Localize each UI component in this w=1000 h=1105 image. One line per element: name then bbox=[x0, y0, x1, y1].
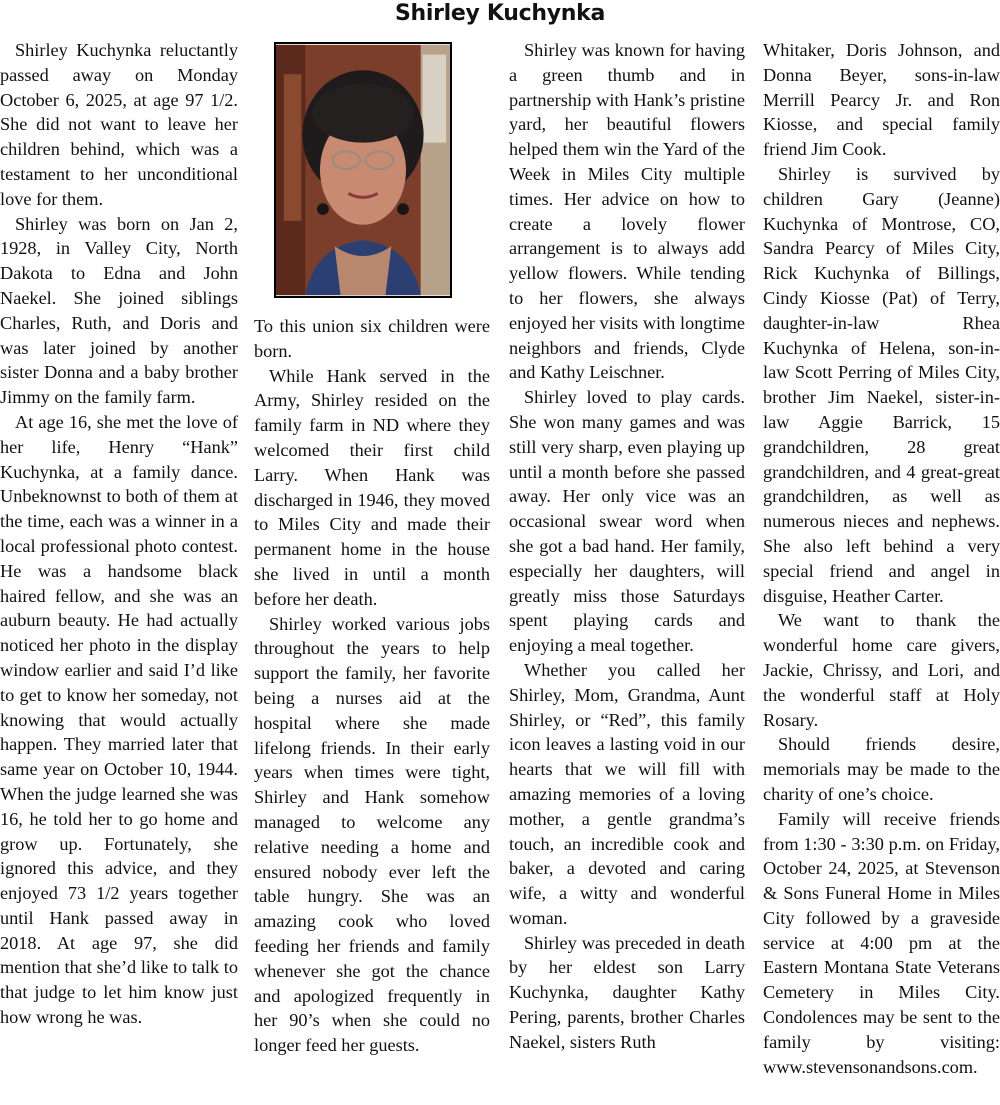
paragraph: Family will receive friends from 1:30 - 3:30 p.m. on Friday, October 24, 2025, at Stevenson & Sons Funeral Home in Miles City followed by a graveside service at 4:00 pm at the Eastern Montana State Veterans Cemetery in Miles City. Condolences may be sent to the family by visiting: www.stevensonandsons.com. bbox=[763, 808, 1000, 1077]
obituary-title: Shirley Kuchynka bbox=[394, 1, 606, 26]
text-column-4 bbox=[763, 38, 1000, 1079]
portrait-photo bbox=[274, 42, 452, 298]
paragraph: Whether you called her Shirley, Mom, Grandma, Aunt Shirley, or “Red”, this family icon leaves a lasting void in our hearts that we will fill with amazing memories of a loving mother, a gentle grandma’s touch, an incredible cook and baker, a devoted and caring wife, a witty and wonderful woman. bbox=[509, 659, 745, 928]
paragraph: While Hank served in the Army, Shirley resided on the family farm in ND where they welcomed their first child Larry. When Hank was discharged in 1946, they moved to Miles City and made their permanent home in the house she lived in until a month before her death. bbox=[254, 365, 490, 609]
paragraph: Whitaker, Doris Johnson, and Donna Beyer, sons-in-law Merrill Pearcy Jr. and Ron Kiosse, and special family friend Jim Cook. bbox=[763, 40, 1000, 160]
text-column-1 bbox=[0, 38, 238, 1030]
paragraph: Should friends desire, memorials may be made to the charity of one’s choice. bbox=[763, 734, 1000, 804]
paragraph: Shirley worked various jobs throughout the years to help support the family, her favorite being a nurses aid at the hospital where she made lifelong friends. In their early years when times were tight, Shirley and Hank somehow managed to welcome any relative needing a home and ensured nobody ever left the table hungry. She was an amazing cook who loved feeding her friends and family whenever she got the chance and apologized frequently in her 90’s when she could no longer feed her guests. bbox=[254, 613, 490, 1056]
paragraph: Shirley was born on Jan 2, 1928, in Valley City, North Dakota to Edna and John Naekel. She joined siblings Charles, Ruth, and Doris and was later joined by another sister Donna and a baby brother Jimmy on the family farm. bbox=[0, 213, 238, 408]
portrait-illustration bbox=[276, 44, 450, 296]
text-column-3 bbox=[509, 38, 745, 1055]
paragraph: Shirley loved to play cards. She won many games and was still very sharp, even playing up until a month before she passed away. Her only vice was an occasional swear word when she got a bad hand. Her family, especially her daughters, will greatly miss those Saturdays spent playing cards and enjoying a meal together. bbox=[509, 387, 745, 656]
paragraph: We want to thank the wonderful home care givers, Jackie, Chrissy, and Lori, and the wonderful staff at Holy Rosary. bbox=[763, 610, 1000, 730]
paragraph: To this union six children were born. bbox=[254, 316, 490, 361]
paragraph: Shirley was known for having a green thumb and in partnership with Hank’s pristine yard, her beautiful flowers helped them win the Yard of the Week in Miles City multiple times. Her advice on how to create a lovely flower arrangement is to always add yellow flowers. While tending to her flowers, she always enjoyed her visits with longtime neighbors and friends, Clyde and Kathy Leischner. bbox=[509, 40, 745, 383]
paragraph: At age 16, she met the love of her life, Henry “Hank” Kuchynka, at a family dance. Unbeknownst to both of them at the time, each was a winner in a local professional photo contest. He was a handsome black haired fellow, and she was an auburn beauty. He had actually noticed her photo in the display window earlier and said I’d like to get to know her someday, not knowing that would actually happen. They married later that same year on October 10, 1944. When the judge learned she was 16, he told her to go home and grow up. Fortunately, she ignored this advice, and they enjoyed 73 1/2 years together until Hank passed away in 2018. At age 97, she did mention that she’d like to talk to that judge to let him know just how wrong he was. bbox=[0, 411, 238, 1028]
paragraph: Shirley Kuchynka reluctantly passed away on Monday October 6, 2025, at age 97 1/2. She did not want to leave her children behind, which was a testament to her unconditional love for them. bbox=[0, 40, 238, 209]
paragraph: Shirley is survived by children Gary (Jeanne) Kuchynka of Montrose, CO, Sandra Pearcy of Miles City, Rick Kuchynka of Billings, Cindy Kiosse (Pat) of Terry, daughter-in-law Rhea Kuchynka of Helena, son-in-law Scott Perring of Miles City, brother Jim Naekel, sister-in-law Aggie Barrick, 15 grandchildren, 28 great grandchildren, and 4 great-great grandchildren, as well as numerous nieces and nephews. She also left behind a very special friend and angel in disguise, Heather Carter. bbox=[763, 163, 1000, 606]
paragraph: Shirley was preceded in death by her eldest son Larry Kuchynka, daughter Kathy Pering, parents, brother Charles Naekel, sisters Ruth bbox=[509, 932, 745, 1052]
text-column-2 bbox=[254, 314, 490, 1058]
